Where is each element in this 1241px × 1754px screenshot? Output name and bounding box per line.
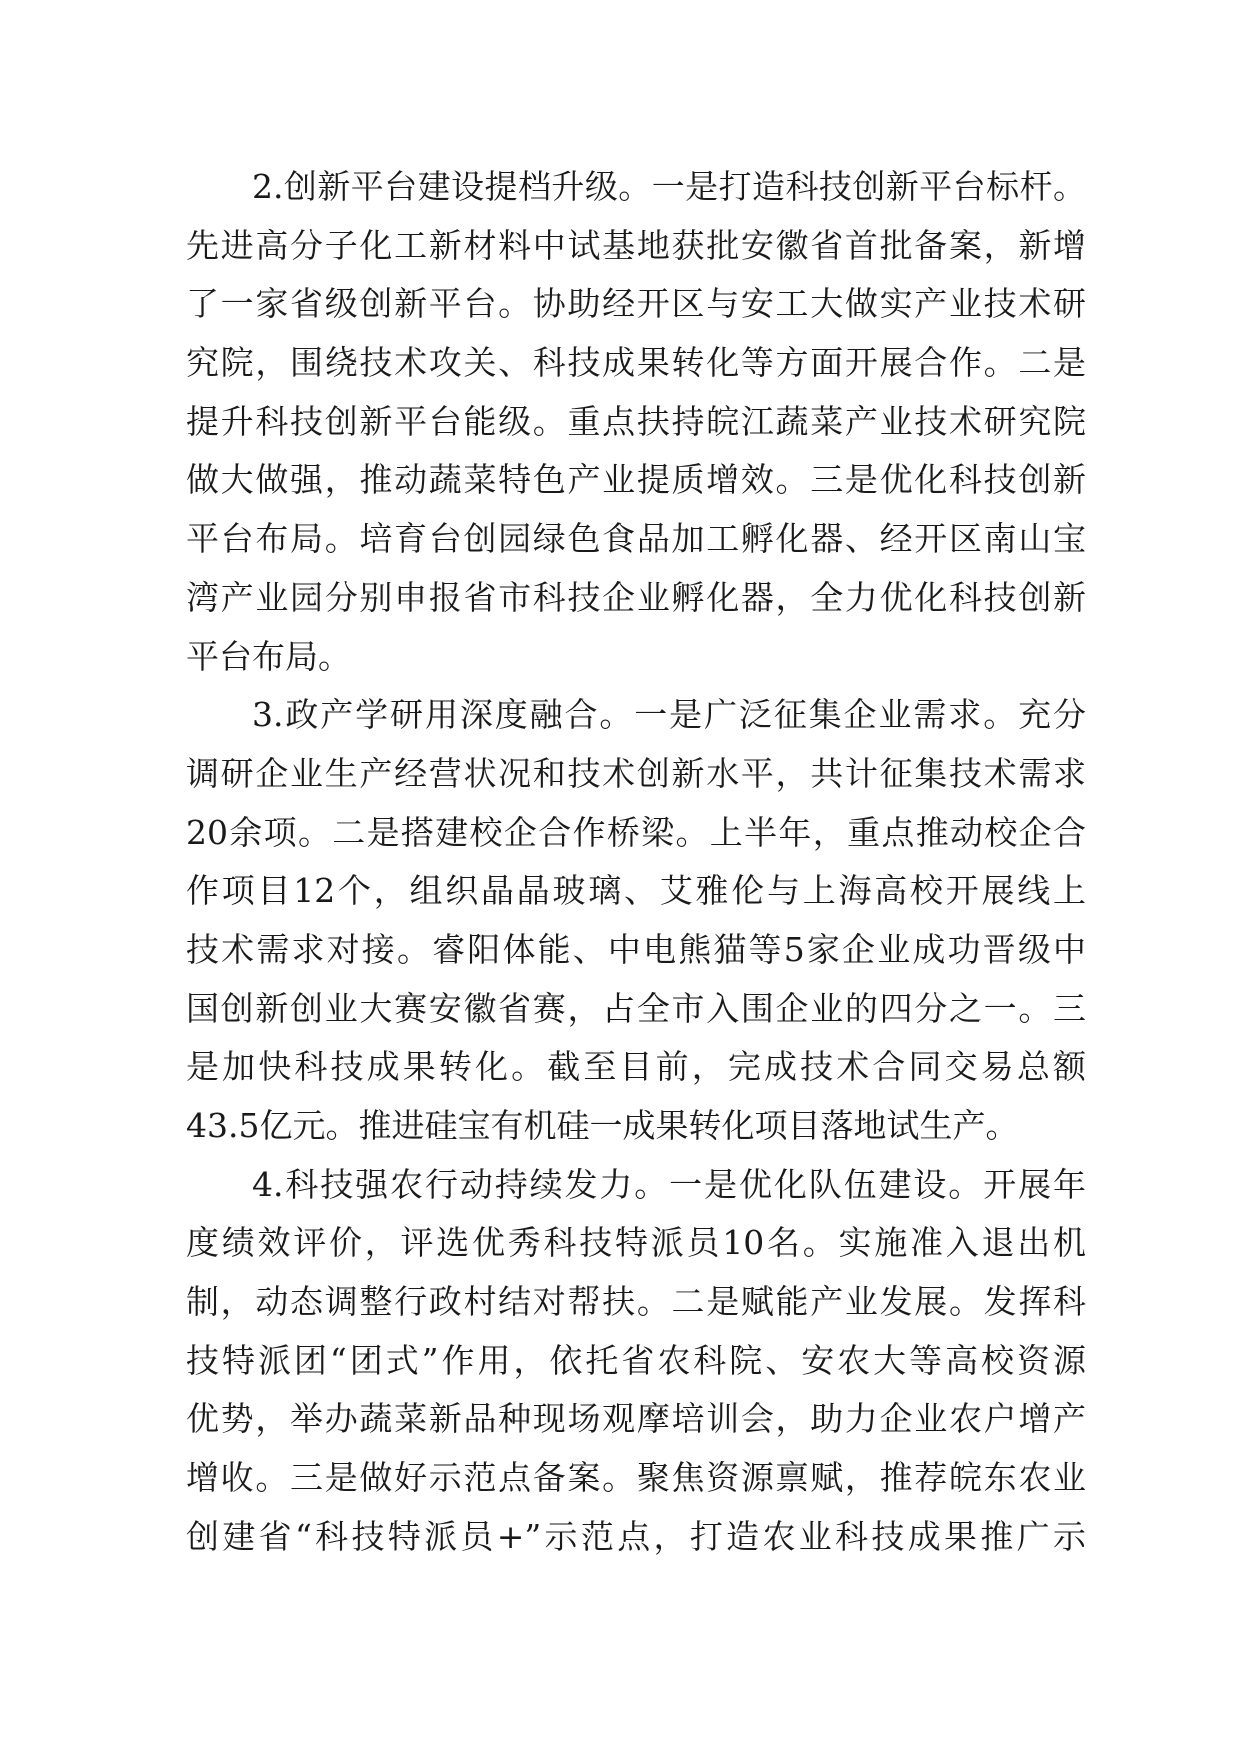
text-line: 作项目12个，组织晶晶玻璃、艾雅伦与上海高校开展线上 [186, 871, 1086, 911]
text-line: 43.5亿元。推进硅宝有机硅一成果转化项目落地试生产。 [186, 1106, 1019, 1145]
text-line: 制，动态调整行政村结对帮扶。二是赋能产业发展。发挥科 [186, 1282, 1086, 1322]
text-line: 20余项。二是搭建校企合作桥梁。上半年，重点推动校企合 [186, 812, 1086, 852]
text-line: 创建省“科技特派员+”示范点，打造农业科技成果推广示 [186, 1516, 1086, 1556]
text-line: 了一家省级创新平台。协助经开区与安工大做实产业技术研 [186, 284, 1086, 324]
text-line: 国创新创业大赛安徽省赛，占全市入围企业的四分之一。三 [186, 988, 1086, 1028]
text-line: 优势，举办蔬菜新品种现场观摩培训会，助力企业农户增产 [186, 1399, 1086, 1439]
text-line: 究院，围绕技术攻关、科技成果转化等方面开展合作。二是 [186, 343, 1086, 383]
text-line: 提升科技创新平台能级。重点扶持皖江蔬菜产业技术研究院 [186, 401, 1086, 441]
text-line: 做大做强，推动蔬菜特色产业提质增效。三是优化科技创新 [186, 460, 1086, 500]
text-line: 4.科技强农行动持续发力。一是优化队伍建设。开展年 [252, 1164, 1086, 1204]
text-line: 平台布局。培育台创园绿色食品加工孵化器、经开区南山宝 [186, 519, 1086, 559]
text-line: 调研企业生产经营状况和技术创新水平，共计征集技术需求 [186, 753, 1086, 793]
text-line: 先进高分子化工新材料中试基地获批安徽省首批备案，新增 [186, 225, 1086, 265]
text-line: 2.创新平台建设提档升级。一是打造科技创新平台标杆。 [252, 167, 1086, 206]
text-line: 度绩效评价，评选优秀科技特派员10名。实施准入退出机 [186, 1223, 1086, 1263]
text-line: 是加快科技成果转化。截至目前，完成技术合同交易总额 [186, 1047, 1086, 1087]
text-line: 平台布局。 [186, 636, 351, 676]
text-line: 3.政产学研用深度融合。一是广泛征集企业需求。充分 [252, 695, 1086, 735]
text-line: 湾产业园分别申报省市科技企业孵化器，全力优化科技创新 [186, 577, 1086, 617]
paragraph-innovation-platform [186, 158, 1086, 686]
text-line: 技术需求对接。睿阳体能、中电熊猫等5家企业成功晋级中 [186, 929, 1086, 969]
paragraph-agriculture-tech [186, 1156, 1086, 1567]
text-line: 技特派团“团式”作用，依托省农科院、安农大等高校资源 [186, 1340, 1086, 1380]
text-line: 增收。三是做好示范点备案。聚焦资源禀赋，推荐皖东农业 [186, 1458, 1086, 1498]
document-body [186, 158, 1086, 1567]
paragraph-industry-research-integration [186, 686, 1086, 1156]
